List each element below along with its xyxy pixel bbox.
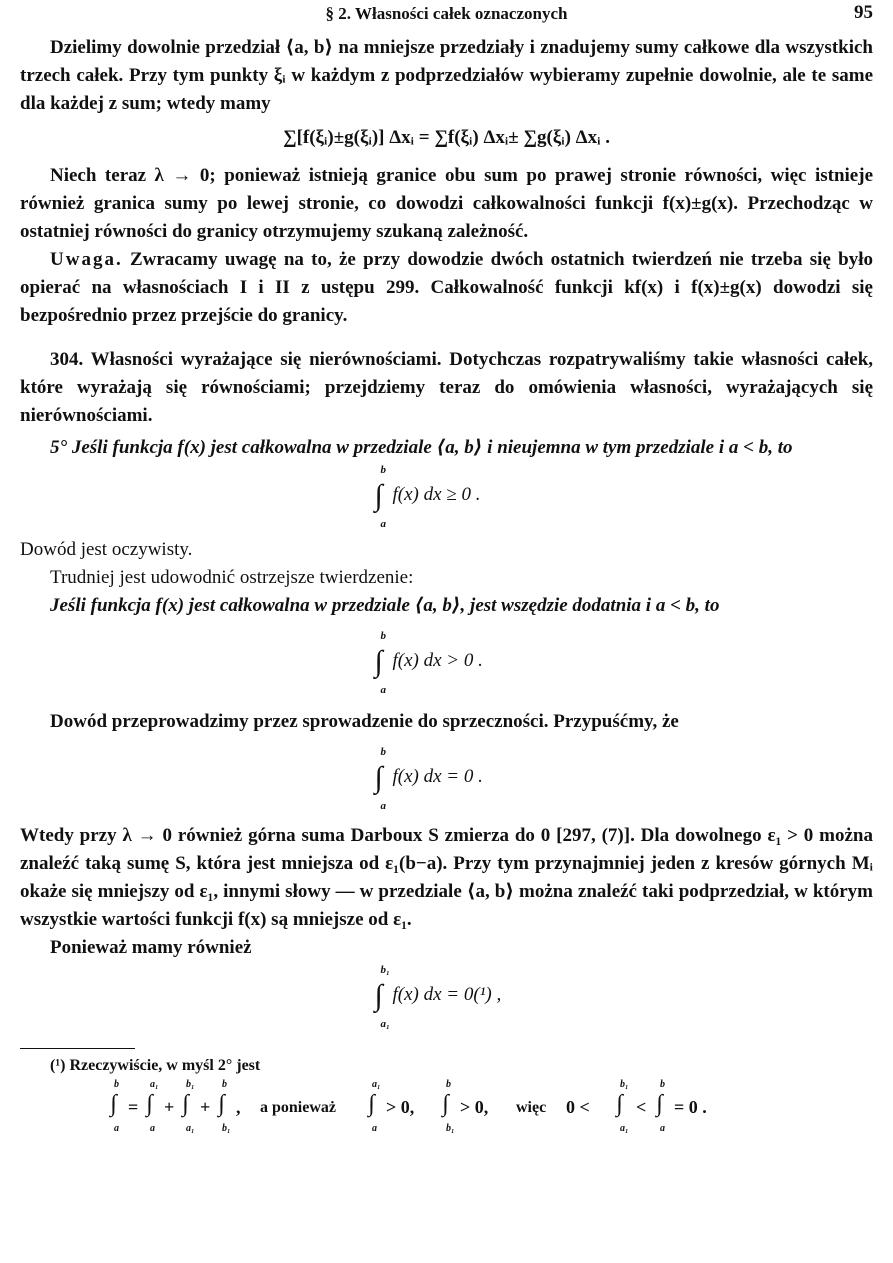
integral-upper-limit: b [380, 746, 386, 758]
integral-sign: ∫ [110, 1091, 117, 1117]
section-304 [20, 346, 873, 430]
limit: b₁ [446, 1123, 455, 1134]
integral-sign: ∫ [374, 761, 383, 794]
integral-sign: ∫ [616, 1091, 623, 1117]
integral-lower-limit: a₁ [380, 1018, 390, 1030]
symbol: , [236, 1097, 241, 1117]
integral-subinterval [337, 962, 557, 1036]
proof-by-contradiction: Dowód przeprowadzimy przez sprowadzenie do sprzeczności. Przypuśćmy, że [50, 711, 679, 732]
theorem-strict: Jeśli funkcja f(x) jest całkowalna w przedziale ⟨a, b⟩, jest wszędzie dodatnia i a < b, to [50, 595, 720, 616]
limit: b [660, 1079, 665, 1090]
integral-sign: ∫ [374, 479, 383, 512]
integral-body: f(x) dx ≥ 0 . [392, 484, 481, 505]
symbol: > 0, [460, 1097, 489, 1117]
integral-zero [337, 744, 557, 818]
limit: a₁ [372, 1079, 381, 1090]
limit: b₁ [620, 1079, 629, 1090]
integral-sign: ∫ [182, 1091, 189, 1117]
theorem-5-number: 5° [50, 437, 68, 458]
integral-upper-limit: b [380, 464, 386, 476]
integral-lower-limit: a [380, 518, 386, 530]
limit: b [222, 1079, 227, 1090]
section-304-title: 304. Własności wyrażające się nierównościami. [50, 349, 442, 370]
integral-sign: ∫ [218, 1091, 225, 1117]
limit: a₁ [150, 1079, 159, 1090]
integral-nonneg [337, 462, 557, 536]
symbol: < [636, 1097, 647, 1117]
symbol: = 0 . [674, 1097, 707, 1117]
header-title: § 2. Własności całek oznaczonych [325, 4, 568, 23]
theorem-5-text: Jeśli funkcja f(x) jest całkowalna w przedziale ⟨a, b⟩ i nieujemna w tym przedziale i a < b, to [71, 437, 793, 458]
integral-upper-limit: b [380, 630, 386, 642]
limit: a [372, 1123, 377, 1134]
paragraph-also: Ponieważ mamy również [50, 937, 252, 958]
symbol: + [200, 1097, 211, 1117]
footnote-equation [110, 1077, 873, 1139]
word: więc [516, 1099, 547, 1116]
limit: a₁ [186, 1123, 195, 1134]
integral-body: f(x) dx = 0 . [392, 766, 483, 787]
limit: a [114, 1123, 119, 1134]
paragraph-1: Dzielimy dowolnie przedział ⟨a, b⟩ na mniejsze przedziały i znadujemy sumy całkowe dla wszystkich trzech całek. Przy tym punkty ξᵢ w każdym z podprzedziałów wybieramy zupełnie dowolnie, ale te same dla każdej z sum; wtedy mamy [20, 37, 873, 114]
limit: a [150, 1123, 155, 1134]
integral-sign: ∫ [656, 1091, 663, 1117]
integral-body: f(x) dx > 0 . [392, 650, 483, 671]
integral-sign: ∫ [442, 1091, 449, 1117]
paragraph-remark [20, 246, 873, 330]
paragraph-limit: Niech teraz λ → 0; ponieważ istnieją granice obu sum po prawej stronie równości, więc istnieje również granica sumy po lewej stronie, co dowodzi całkowalności funkcji f(x)±g(x). Przechodząc w ostatniej równości do granicy otrzymujemy szukaną zależność. [20, 165, 873, 242]
limit: a₁ [620, 1123, 629, 1134]
word: a ponieważ [260, 1099, 336, 1116]
integral-sign: ∫ [374, 645, 383, 678]
running-header [20, 0, 873, 34]
integral-sign: ∫ [146, 1091, 153, 1117]
page [20, 0, 873, 1139]
integral-lower-limit: a [380, 800, 386, 812]
footnote-text: (¹) Rzeczywiście, w myśl 2° jest [50, 1057, 261, 1074]
limit: a [660, 1123, 665, 1134]
harder-theorem-intro: Trudniej jest udowodnić ostrzejsze twierdzenie: [50, 567, 414, 588]
remark-label: Uwaga. [50, 249, 123, 270]
integral-body: f(x) dx = 0(¹) , [392, 984, 502, 1005]
integral-lower-limit: a [380, 684, 386, 696]
limit: b [446, 1079, 451, 1090]
equation-sums: ∑[f(ξᵢ)±g(ξᵢ)] Δxᵢ = ∑f(ξᵢ) Δxᵢ± ∑g(ξᵢ) Δxᵢ . [283, 127, 610, 148]
symbol: = [128, 1097, 139, 1117]
symbol: > 0, [386, 1097, 415, 1117]
section-304-text: Dotychczas rozpatrywaliśmy takie własności całek, które wyrażają się równościami; przejdziemy teraz do omówienia własności, wyrażających się nierównościami. [20, 349, 874, 426]
integral-sign: ∫ [368, 1091, 375, 1117]
limit: b₁ [222, 1123, 231, 1134]
proof-obvious: Dowód jest oczywisty. [20, 539, 193, 560]
symbol: 0 < [566, 1097, 590, 1117]
paragraph-darboux: Wtedy przy λ → 0 również górna suma Darboux S zmierza do 0 [297, (7)]. Dla dowolnego ε₁ > 0 można znaleźć taką sumę S, która jest mniejsza od ε₁(b−a). Przy tym przynajmniej jeden z kresów górnych Mᵢ okaże się mniejszy od ε₁, innymi słowy — w przedziale ⟨a, b⟩ można znaleźć taki podprzedział, w którym wszystkie wartości funkcji f(x) są mniejsze od ε₁. [20, 825, 873, 930]
limit: b₁ [186, 1079, 195, 1090]
theorem-5 [20, 434, 873, 462]
remark-text: Zwracamy uwagę na to, że przy dowodzie dwóch ostatnich twierdzeń nie trzeba się było opierać na własnościach I i II z ustępu 299. Całkowalność funkcji kf(x) i f(x)±g(x) dowodzi się bezpośrednio przez przejście do granicy. [20, 249, 874, 326]
integral-upper-limit: b₁ [380, 964, 390, 976]
footnote-rule [20, 1048, 135, 1049]
symbol: + [164, 1097, 175, 1117]
integral-positive [337, 628, 557, 702]
limit: b [114, 1079, 119, 1090]
page-number: 95 [854, 2, 873, 23]
integral-sign: ∫ [374, 979, 383, 1012]
